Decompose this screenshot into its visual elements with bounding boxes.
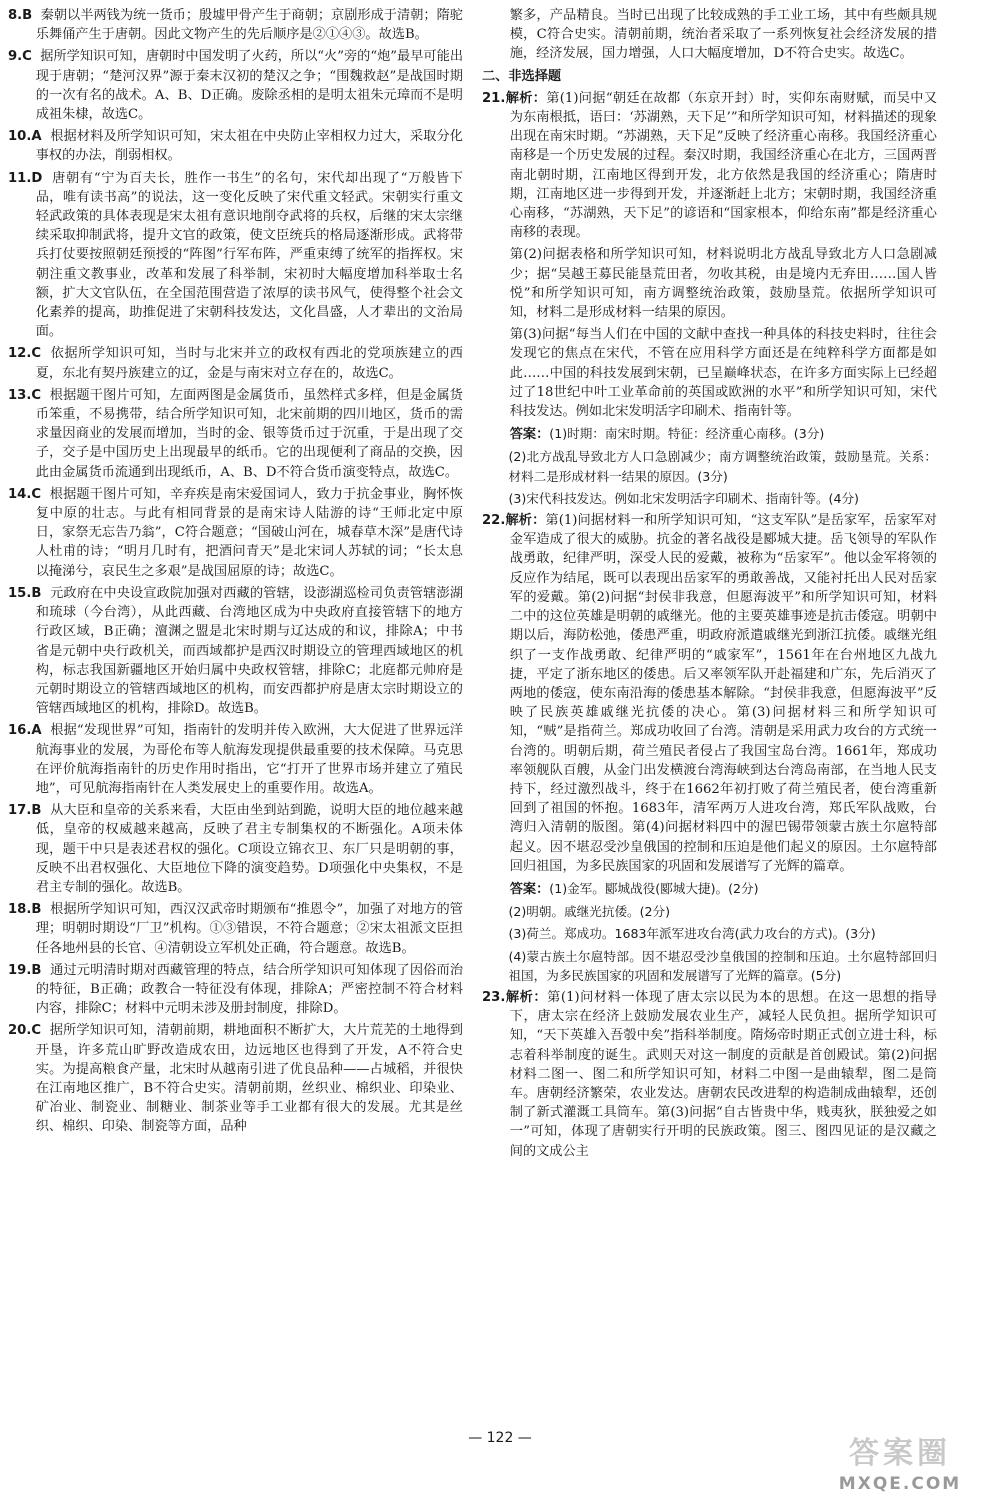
answer-entry-11 bbox=[8, 169, 463, 342]
analysis-text: 第(1)问材料一体现了唐太宗以民为本的思想。在这一思想的指导下，唐太宗在经济上鼓励发展农业生产，减轻人民负担。据所学知识可知，“天下英雄入吾彀中矣”指科举制度。隋炀帝时期正式创立进士科，标志着科举制度的诞生。武则天对这一制度的贡献是首创殿试。第(2)问据材料二图一、图二和所学知识可知，材料二中图一是曲辕犁，图二是筒车。唐朝经济繁荣，农业发达。唐朝农民改进犁的构造制成曲辕犁，还创制了新式灌溉工具筒车。第(3)问据“自古皆贵中华，贱夷狄，朕独爱之如一”可知，体现了唐朝实行开明的民族政策。图三、图四见证的是汉藏之间的文成公主 bbox=[509, 989, 937, 1159]
explanation-text: 元政府在中央设宣政院加强对西藏的管辖，设澎湖巡检司负责管辖澎湖和琉球（今台湾），从此西藏、台湾地区成为中央政府直接管辖下的地方行政区域，B正确；澶渊之盟是北宋时期与辽达成的和议，排除A；中书省是元朝中央行政机关，而西域都护是西汉时期设立的管理西域地区的机构，标志我国新疆地区开始归属中央政权管辖，排除C；北庭都元帅府是元朝时期设立的管辖西域地区的机构，而安西都护府是唐太宗时期设立的管辖西域地区的机构，排除D。故选B。 bbox=[35, 585, 464, 717]
answer-line: (3)荷兰。郑成功。1683年派军进攻台湾(武力攻台的方式)。(3分) bbox=[508, 926, 876, 942]
question-number: 10.A bbox=[8, 129, 42, 145]
answer-entry-18 bbox=[8, 900, 463, 958]
question-number: 18.B bbox=[8, 902, 42, 918]
question-number: 15.B bbox=[8, 585, 42, 601]
question-number: 22. bbox=[482, 513, 506, 529]
question-number: 9.C bbox=[8, 49, 32, 65]
question-number: 12.C bbox=[8, 346, 42, 362]
answer-entry-9 bbox=[8, 47, 463, 124]
answer-entry-17 bbox=[8, 801, 463, 897]
answer-label: 答案： bbox=[509, 881, 550, 897]
explanation-text: 依据所学知识可知，当时与北宋并立的政权有西北的党项族建立的西夏，东北有契丹族建立的辽，金是与南宋对立存在的，故选C。 bbox=[35, 346, 463, 381]
watermark-url: MXQE.COM bbox=[838, 1474, 962, 1494]
answer-entry-20 bbox=[8, 1021, 463, 1136]
question-number: 8.B bbox=[8, 8, 33, 23]
explanation-text: 据所学知识可知，清朝前期，耕地面积不断扩大，大片荒芜的土地得到开垦，许多荒山旷野改造成农田，边远地区也得到了开发，A不符合史实。为提高粮食产量，北宋时从越南引进了优良品种——占城稻，并很快在江南地区推广，B不符合史实。清朝前期，丝织业、棉织业、印染业、矿冶业、制瓷业、制糖业、制茶业等手工业都有很大的发展。尤其是丝织、棉织、印染、制瓷等方面，品种 bbox=[35, 1023, 463, 1135]
right-column bbox=[482, 6, 937, 1164]
analysis-label: 解析： bbox=[505, 989, 548, 1005]
explanation-text: 根据材料及所学知识可知，宋太祖在中央防止宰相权力过大，采取分化事权的办法，削弱相权。 bbox=[35, 129, 463, 164]
answer-line: (2)明朝。戚继光抗倭。(2分) bbox=[508, 904, 671, 920]
explanation-text: 通过元明清时期对西藏管理的特点，结合所学知识可知体现了因俗而治的特征，B正确；政教合一特征没有体现，排除A；严密控制不符合材料内容，排除C；材料中元明未涉及册封制度，排除D。 bbox=[35, 962, 464, 1017]
answer-entry-13 bbox=[8, 386, 463, 482]
question-number: 21. bbox=[482, 90, 506, 106]
explanation-text: 唐朝有“宁为百夫长，胜作一书生”的名句，宋代却出现了“万般皆下品，唯有读书高”的说法，这一变化反映了宋代重文轻武。宋朝实行重文轻武政策的具体表现是宋太祖有意识地削夺武将的兵权，后继的宋太宗继续采取抑制武将，提升文官的政策，使文臣统兵的格局逐渐形成。武将带兵打仗要按照朝廷预授的“阵图”行军布阵，严重束缚了统军的指挥权。宋朝注重文教事业，改革和发展了科举制，宋初时大幅度增加科举取士名额，扩大文官队伍，在全国范围营造了浓厚的读书风气，使得整个社会文化素养的提高，助推促进了宋朝科技发达，文化昌盛，人才辈出的文治局面。 bbox=[35, 170, 463, 340]
question-number: 19.B bbox=[8, 962, 42, 978]
answer-line: (1)金军。郾城战役(郾城大捷)。(2分) bbox=[549, 880, 759, 896]
answer-entry-10 bbox=[8, 127, 463, 165]
watermark-text: 答案圈 bbox=[849, 1436, 951, 1471]
section-heading: 二、非选择题 bbox=[482, 68, 562, 84]
question-23-analysis bbox=[482, 988, 937, 1161]
answer-line: (1)时期：南宋时期。特征：经济重心南移。(3分) bbox=[549, 426, 825, 442]
answer-label: 答案： bbox=[509, 427, 550, 443]
answer-line: (2)北方战乱导致北方人口急剧减少；南方调整统治政策，鼓励垦荒。关系：材料二是形成材料一结果的原因。(3分) bbox=[508, 449, 937, 484]
answer-entry-15 bbox=[8, 584, 463, 718]
continuation-text: 繁多，产品精良。当时已出现了比较成熟的手工业工场，其中有些颇具规模，C符合史实。清朝前期，统治者采取了一系列恢复社会经济发展的措施，经济发展，国力增强，人口大幅度增加，D不符合史实。故选C。 bbox=[509, 8, 937, 62]
explanation-text: 根据“发现世界”可知，指南针的发明并传入欧洲，大大促进了世界远洋航海事业的发展，为哥伦布等人航海发现提供最重要的技术保障。马克思在评价航海指南针的历史作用时指出，它“打开了世界市场并建立了殖民地”，可见航海指南针在人类发展史上的重要作用。故选A。 bbox=[35, 723, 463, 796]
explanation-text: 从大臣和皇帝的关系来看，大臣由坐到站到跪，说明大臣的地位越来越低，皇帝的权威越来越高，反映了君主专制集权的不断强化。A项未体现，题干中只是表述君权的强化。C项设立锦衣卫、东厂只是明朝的事，反映不出君权强化、大臣地位下降的演变趋势。D项强化中央集权，不是君主专制的强化。故选B。 bbox=[35, 803, 464, 895]
explanation-text: 根据题干图片可知，辛弃疾是南宋爱国词人，致力于抗金事业，胸怀恢复中原的壮志。与此有相同背景的是南宋诗人陆游的诗“王师北定中原日，家祭无忘告乃翁”，C符合题意；“国破山河在，城春草木深”是唐代诗人杜甫的诗；“明月几时有，把酒问青天”是北宋词人苏轼的词；“长太息以掩涕兮，哀民生之多艰”是战国屈原的诗；故选C。 bbox=[35, 486, 463, 579]
question-number: 13.C bbox=[8, 387, 42, 403]
page-number: — 122 — bbox=[468, 1430, 532, 1446]
answer-line: (3)宋代科技发达。例如北宋发明活字印刷术、指南针等。(4分) bbox=[508, 490, 859, 506]
question-number: 17.B bbox=[8, 803, 42, 819]
question-number: 16.A bbox=[8, 723, 42, 739]
answer-entry-16 bbox=[8, 721, 463, 798]
analysis-paragraph: 第(3)问据“每当人们在中国的文献中查找一种具体的科技史料时，往往会发现它的焦点在宋代，不管在应用科学方面还是在纯粹科学方面都是如此……中国的科技发展到宋朝，已呈巅峰状态，在许多方面实际上已经超过了18世纪中叶工业革命前的英国或欧洲的水平”和所学知识可知，宋代科技发达。例如北宋发明活字印刷术、指南针等。 bbox=[509, 327, 937, 420]
question-number: 20.C bbox=[8, 1023, 42, 1039]
answer-block bbox=[482, 879, 937, 899]
answer-entry-12 bbox=[8, 344, 463, 382]
question-number: 11.D bbox=[8, 170, 43, 186]
explanation-text: 据所学知识可知，唐朝时中国发明了火药，所以“火”旁的“炮”最早可能出现于唐朝；“楚河汉界”源于秦末汉初的楚汉之争；“围魏救赵”是战国时期的一次有名的战术。A、B、D正确。废除丞相的是明太祖朱元璋而不是明成祖朱棣，故选C。 bbox=[35, 49, 464, 123]
analysis-paragraph: 第(2)问据表格和所学知识可知，材料说明北方战乱导致北方人口急剧减少；据“吴越王募民能垦荒田者，勿收其税，由是境内无弃田……国人皆悦”和所学知识可知，南方调整统治政策，鼓励垦荒。依据所学知识可知，材料二是形成材料一结果的原因。 bbox=[509, 247, 937, 321]
answer-line: (4)蒙古族土尔扈特部。因不堪忍受沙皇俄国的控制和压迫。土尔扈特部回归祖国，为多民族国家的巩固和发展谱写了光辉的篇章。(5分) bbox=[508, 948, 937, 983]
analysis-label: 解析： bbox=[505, 513, 546, 529]
answer-entry-14 bbox=[8, 485, 463, 581]
answer-block bbox=[482, 424, 937, 444]
analysis-text: 第(1)问据材料一和所学知识可知，“这支军队”是岳家军，岳家军对金军造成了很大的威胁。抗金的著名战役是郾城大捷。岳飞领导的军队作战勇敢，纪律严明，深受人民的爱戴，被称为“岳家军”。他以金军将领的反应作为结尾，既可以表现出岳家军的勇敢善战，又能衬托出人民对岳家军的爱戴。第(2)问据“封侯非我意，但愿海波平”和所学知识可知，材料二中的这位英雄是明朝的戚继光。他的主要英雄事迹是抗击倭寇。明朝中期以后，海防松弛，倭患严重，明政府派遣戚继光到浙江抗倭。戚继光组织了一支作战勇敢、纪律严明的“戚家军”，1561年在台州地区九战九捷，平定了浙东地区的倭患。后又率领军队开赴福建和广东，先后消灭了两地的倭寇，使东南沿海的倭患基本解除。“封侯非我意，但愿海波平”反映了民族英雄戚继光抗倭的决心。第(3)问据材料三和所学知识可知，“贼”是指荷兰。郑成功收回了台湾。清朝是采用武力攻台的方式统一台湾的。明朝后期，荷兰殖民者侵占了我国宝岛台湾。1661年，郑成功率领舰队百艘，从金门出发横渡台湾海峡到达台湾岛南部，在当地人民支持下，经过激烈战斗，终于在1662年初打败了荷兰殖民者，使台湾重新回到了祖国的怀抱。1683年，清军两万人进攻台湾，郑氏军队战败，台湾归入清朝的版图。第(4)问据材料四中的渥巴锡带领蒙古族土尔扈特部起义。因不堪忍受沙皇俄国的控制和压迫是他们起义的原因。土尔扈特部回归祖国，为多民族国家的巩固和发展谱写了光辉的篇章。 bbox=[509, 513, 937, 874]
explanation-text: 秦朝以半两钱为统一货币；殷墟甲骨产生于商朝；京剧形成于清朝；隋驼乐舞俑产生于唐朝。因此文物产生的先后顺序是②①④③。故选B。 bbox=[35, 8, 463, 43]
analysis-label: 解析： bbox=[505, 90, 547, 106]
explanation-text: 根据题干图片可知，左面两图是金属货币，虽然样式多样，但是金属货币笨重，不易携带，结合所学知识可知，北宋前期的四川地区，货币的需求量因商业的发展而增加，当时的金、银等货币过于沉重，于是出现了交子，交子是中国历史上出现最早的纸币。它的出现便利了商品的交换，因此由金属货币流通到出现纸币，A、B、D不符合货币演变特点，故选C。 bbox=[35, 387, 463, 480]
question-22-analysis bbox=[482, 511, 937, 876]
question-number: 14.C bbox=[8, 486, 42, 502]
analysis-text: 第(1)问据“朝廷在故都（东京开封）时，实仰东南财赋，而吴中又为东南根抵，语曰：‘苏湖熟，天下足’”和所学知识可知，材料描述的现象出现在南宋时期。“苏湖熟，天下足”反映了经济重心南移。我国经济重心南移是一个历史发展的过程。秦汉时期，我国经济重心在北方，三国两晋南北朝时期，江南地区得到开发，北方依然是我国的经济重心；隋唐时期，江南地区进一步得到开发，并逐渐赶上北方；宋朝时期，我国经济重心南移，“苏湖熟，天下足”的谚语和“国家根本，仰给东南”都是经济重心南移的表现。 bbox=[509, 90, 938, 241]
explanation-text: 根据所学知识可知，西汉汉武帝时期颁布“推恩令”，加强了对地方的管理；明朝时期设“厂卫”机构。①③错误，不符合题意；②宋太祖派文臣担任各地州县的长官、④清朝设立军机处正确，符合题意。故选B。 bbox=[35, 902, 463, 956]
left-column bbox=[8, 6, 463, 1140]
question-number: 23. bbox=[482, 989, 506, 1005]
watermark-logo bbox=[810, 1428, 990, 1492]
answer-entry-19 bbox=[8, 961, 463, 1019]
question-21-analysis bbox=[482, 89, 937, 243]
answer-entry-8 bbox=[8, 6, 463, 44]
